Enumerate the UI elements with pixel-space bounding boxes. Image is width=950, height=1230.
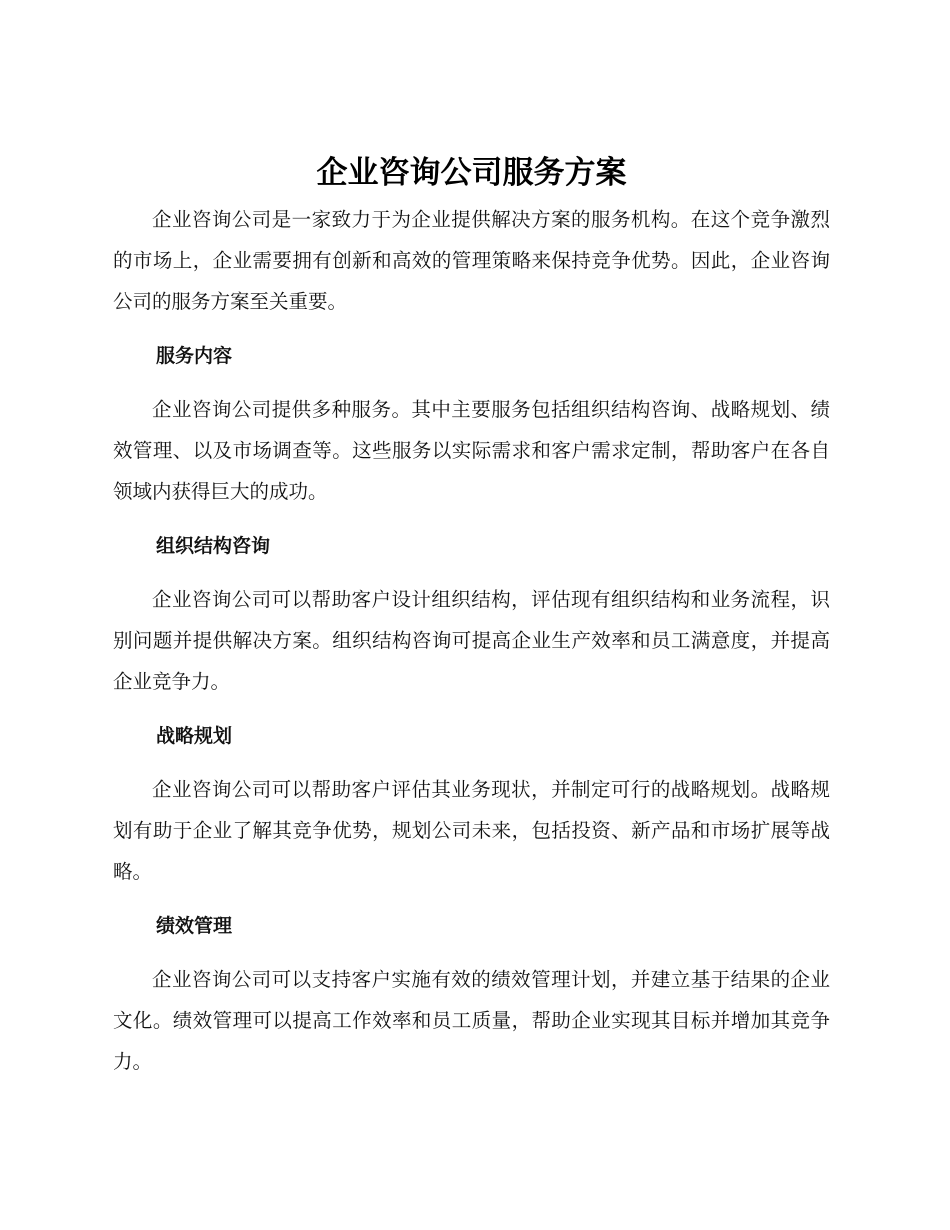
section-heading: 绩效管理 xyxy=(156,915,233,937)
section-org-structure xyxy=(113,526,830,702)
section-performance xyxy=(113,906,830,1082)
section-paragraph: 企业咨询公司提供多种服务。其中主要服务包括组织结构咨询、战略规划、绩效管理、以及市场调查等。这些服务以实际需求和客户需求定制，帮助客户在各自领域内获得巨大的成功。 xyxy=(113,398,830,503)
document-page xyxy=(113,152,830,1082)
section-paragraph: 企业咨询公司可以帮助客户评估其业务现状，并制定可行的战略规划。战略规划有助于企业了解其竞争优势，规划公司未来，包括投资、新产品和市场扩展等战略。 xyxy=(113,778,830,883)
section-paragraph: 企业咨询公司可以支持客户实施有效的绩效管理计划，并建立基于结果的企业文化。绩效管理可以提高工作效率和员工质量，帮助企业实现其目标并增加其竞争力。 xyxy=(113,968,830,1073)
section-strategy xyxy=(113,716,830,892)
section-heading: 服务内容 xyxy=(156,345,233,367)
document-title: 企业咨询公司服务方案 xyxy=(316,155,627,191)
section-heading: 战略规划 xyxy=(156,725,233,747)
section-paragraph: 企业咨询公司可以帮助客户设计组织结构，评估现有组织结构和业务流程，识别问题并提供解决方案。组织结构咨询可提高企业生产效率和员工满意度，并提高企业竞争力。 xyxy=(113,588,830,693)
intro-paragraph: 企业咨询公司是一家致力于为企业提供解决方案的服务机构。在这个竞争激烈的市场上，企业需要拥有创新和高效的管理策略来保持竞争优势。因此，企业咨询公司的服务方案至关重要。 xyxy=(113,208,830,313)
section-services xyxy=(113,336,830,512)
section-heading: 组织结构咨询 xyxy=(156,535,271,557)
